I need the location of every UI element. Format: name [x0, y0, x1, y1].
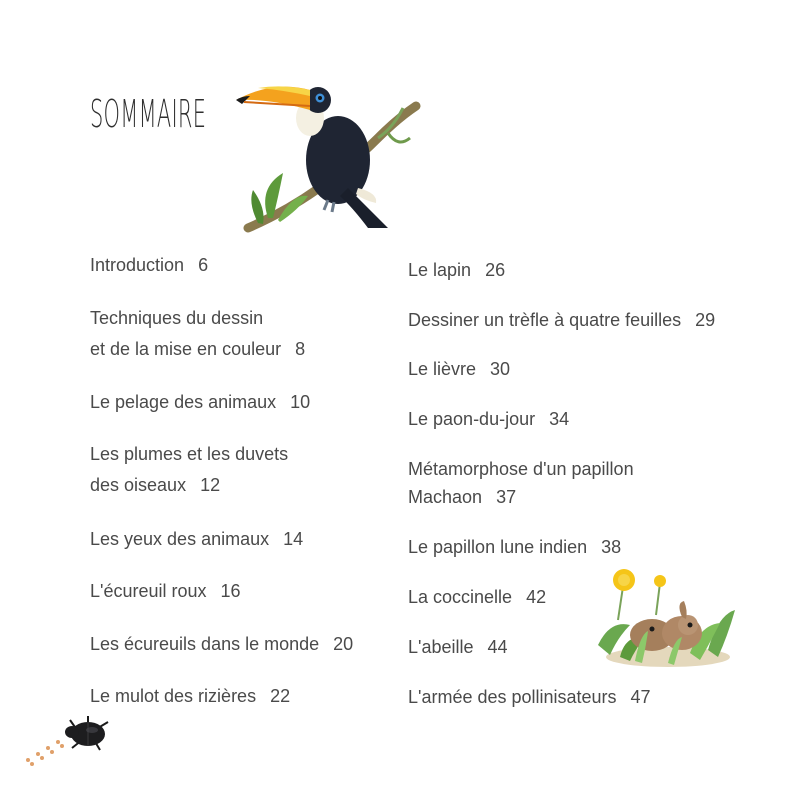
- page-number: 16: [220, 581, 241, 601]
- toc-item-mulot[interactable]: Le mulot des rizières 22: [90, 686, 291, 706]
- rabbit-illustration: [590, 565, 740, 670]
- toc-item-ecureuil-roux[interactable]: L'écureuil roux 16: [90, 581, 241, 601]
- page-title: SOMMAIRE: [90, 92, 207, 136]
- page-number: 30: [490, 359, 511, 379]
- toc-item-metamorphose[interactable]: Métamorphose d'un papillon Machaon 37: [408, 459, 634, 507]
- toc-item-lievre[interactable]: Le lièvre 30: [408, 359, 511, 379]
- toc-item-abeille[interactable]: L'abeille 44: [408, 637, 508, 657]
- toc-item-techniques[interactable]: Techniques du dessin et de la mise en couleur 8: [90, 308, 306, 359]
- toc-item-ecureuils-monde[interactable]: Les écureuils dans le monde 20: [90, 634, 354, 654]
- toc-item-yeux[interactable]: Les yeux des animaux 14: [90, 529, 304, 549]
- page-number: 14: [283, 529, 304, 549]
- page-number: 37: [496, 487, 517, 507]
- page-number: 10: [290, 392, 311, 412]
- toc-item-pelage[interactable]: Le pelage des animaux 10: [90, 392, 311, 412]
- page-number: 6: [198, 255, 209, 275]
- beetle-illustration: [22, 710, 114, 768]
- page-number: 26: [485, 260, 506, 280]
- toc-item-plumes[interactable]: Les plumes et les duvets des oiseaux 12: [90, 444, 289, 495]
- page-number: 22: [270, 686, 291, 706]
- page-number: 38: [601, 537, 622, 557]
- toc-item-lapin[interactable]: Le lapin 26: [408, 260, 506, 280]
- page-number: 42: [526, 587, 547, 607]
- toc-item-pollinisateurs[interactable]: L'armée des pollinisateurs 47: [408, 687, 651, 707]
- toc-item-introduction[interactable]: Introduction 6: [90, 255, 209, 275]
- page-number: 44: [487, 637, 508, 657]
- page-number: 12: [200, 475, 221, 495]
- toc-item-paon-du-jour[interactable]: Le paon-du-jour 34: [408, 409, 570, 429]
- toc-item-papillon-lune[interactable]: Le papillon lune indien 38: [408, 537, 622, 557]
- page-number: 8: [295, 339, 306, 359]
- toc-item-trefle[interactable]: Dessiner un trèfle à quatre feuilles 29: [408, 310, 716, 330]
- toc-item-coccinelle[interactable]: La coccinelle 42: [408, 587, 547, 607]
- page-number: 20: [333, 634, 354, 654]
- page-number: 47: [630, 687, 651, 707]
- page-number: 29: [695, 310, 716, 330]
- page-number: 34: [549, 409, 570, 429]
- toucan-illustration: [228, 78, 428, 238]
